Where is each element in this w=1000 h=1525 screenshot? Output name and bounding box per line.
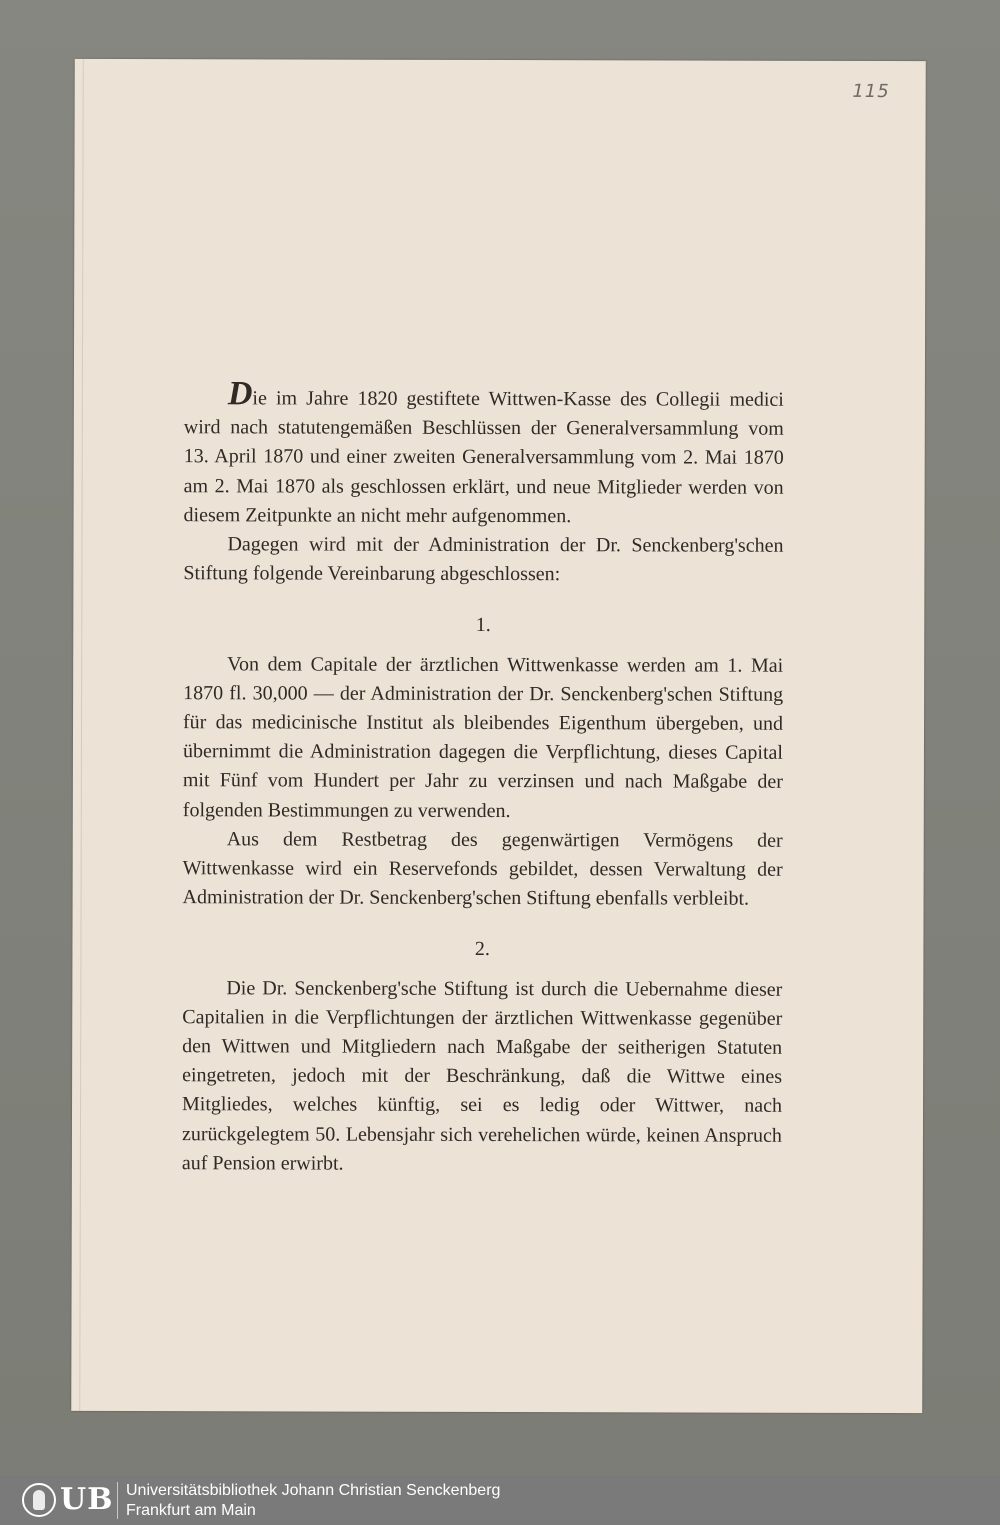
section-1-paragraph-1: Von dem Capitale der ärztlichen Wittwenkasse werden am 1. Mai 1870 fl. 30,000 — der Administration der Dr. Senckenberg'schen Stiftung für das medicinische Institut als bleibendes Eigenthum übergeben, und übernimmt die Administration dagegen die Verpflichtung, dieses Capital mit Fünf vom Hundert per Jahr zu verzinsen und nach Maßgabe der folgenden Bestimmungen zu verwenden.: [182, 652, 784, 822]
section-2-paragraph-1: Die Dr. Senckenberg'sche Stiftung ist durch die Uebernahme dieser Capitalien in die Verpflichtungen der ärztlichen Wittwenkasse gegenüber den Wittwen und Mitgliedern nach Maßgabe der seitherigen Statuten eingetreten, jedoch mit der Beschränkung, daß die Wittwe eines Mitgliedes, welches künftig, sei es ledig oder Wittwer, nach zurückgelegtem 50. Lebensjahr sich verehelichen würde, keinen Anspruch auf Pension erwirbt.: [181, 976, 783, 1175]
logo-text: UB: [60, 1482, 114, 1517]
section-number-1: 1.: [475, 614, 491, 637]
section-1-paragraph-2: Aus dem Restbetrag des gegenwärtigen Vermögens der Wittwenkasse wird ein Reservefonds gebildet, dessen Verwaltung der Administration der Dr. Senckenberg'schen Stiftung ebenfalls verbleibt.: [182, 828, 783, 910]
footer-line-2: Frankfurt am Main: [126, 1502, 256, 1519]
section-number-2: 2.: [474, 938, 490, 961]
document-body: [181, 375, 784, 1180]
footer-line-1: Universitätsbibliothek Johann Christian Senckenberg: [126, 1482, 501, 1499]
portrait-medallion-icon: [22, 1483, 56, 1517]
page-number-annotation: 115: [852, 80, 890, 103]
document-page: [71, 59, 926, 1413]
intro-paragraph-2: Dagegen wird mit der Administration der Dr. Senckenberg'schen Stiftung folgende Vereinbarung abgeschlossen:: [183, 533, 784, 586]
intro-text: ie im Jahre 1820 gestiftete Wittwen-Kasse des Collegii medici wird nach statutengemäßen Beschlüssen der Generalversammlung vom 13. April 1870 und einer zweiten Generalversammlung vom 2. Mai 1870 am 2. Mai 1870 als geschlossen erklärt, und neue Mitglieder werden von diesem Zeitpunkte an nicht mehr aufgenommen.: [183, 387, 784, 528]
intro-paragraph: [183, 375, 784, 532]
library-footer-bar: [0, 1476, 1000, 1525]
footer-text: [126, 1481, 500, 1521]
drop-cap: D: [227, 375, 253, 413]
footer-divider: [117, 1482, 118, 1519]
library-logo[interactable]: [22, 1480, 114, 1521]
page-fold-line: [79, 59, 84, 1411]
